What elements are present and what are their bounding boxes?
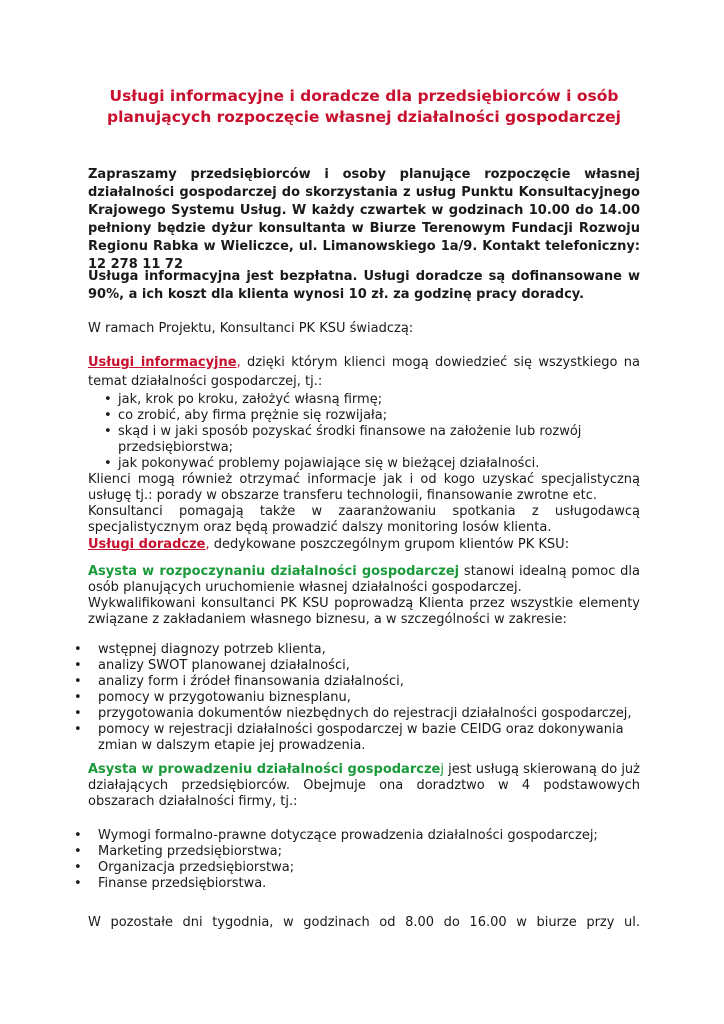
list-item: • analizy form i źródeł finansowania działalności, [88,674,640,690]
info-services-note: Klienci mogą również otrzymać informacje jak i od kogo uzyskać specjalistyczną usługę tj.: porady w obszarze transferu technologii, finansowanie zwrotne etc. [88,472,640,503]
info-services-note: Konsultanci pomagają także w zaaranżowaniu spotkania z usługodawcą specjalistycznym oraz będą prowadzić dalszy monitoring losów klienta. [88,504,640,535]
list-item: • jak, krok po kroku, założyć własną firmę; [104,392,640,408]
list-item: • analizy SWOT planowanej działalności, [88,658,640,674]
list-item: • skąd i w jaki sposób pozyskać środki finansowe na założenie lub rozwój przedsiębiorstwa; [104,424,640,456]
list-item: • Wymogi formalno-prawne dotyczące prowadzenia działalności gospodarczej; [88,828,640,844]
pricing-paragraph: Usługa informacyjna jest bezpłatna. Usługi doradcze są dofinansowane w 90%, a ich koszt dla klienta wynosi 10 zł. za godzinę pracy doradcy. [88,269,640,302]
info-services-heading: Usługi informacyjne [88,355,237,370]
assist-start-section [88,564,640,754]
advisory-services-intro: Usługi doradcze, dedykowane poszczególnym grupom klientów PK KSU: [88,537,570,552]
assist-start-description: Wykwalifikowani konsultanci PK KSU poprowadzą Klienta przez wszystkie elementy związane z zakładaniem własnego biznesu, a w szczególności w zakresie: [88,596,640,627]
list-item: • jak pokonywać problemy pojawiające się w bieżącej działalności. [104,456,640,472]
document-title: Usługi informacyjne i doradcze dla przedsiębiorców i osób planujących rozpoczęcie własnej działalności gospodarczej [107,87,621,126]
assist-run-section [88,762,640,892]
list-item: • Marketing przedsiębiorstwa; [88,844,640,860]
list-item: • wstępnej diagnozy potrzeb klienta, [88,642,640,658]
project-intro: W ramach Projektu, Konsultanci PK KSU świadczą: [88,321,414,336]
advisory-services-heading: Usługi doradcze [88,537,206,552]
assist-run-heading: Asysta w prowadzeniu działalności gospodarcze [88,762,441,777]
list-item: • Finanse przedsiębiorstwa. [88,876,640,892]
intro-paragraph: Zapraszamy przedsiębiorców i osoby planujące rozpoczęcie własnej działalności gospodarczej do skorzystania z usług Punktu Konsultacyjnego Krajowego Systemu Usług. W każdy czwartek w godzinach 10.00 do 14.00 pełniony będzie dyżur konsultanta w Biurze Terenowym Fundacji Rozwoju Regionu Rabka w Wieliczce, ul. Limanowskiego 1a/9. Kontakt telefoniczny: 12 278 11 72 [88,167,640,272]
assist-run-list [88,828,640,892]
list-item: • pomocy w rejestracji działalności gospodarczej w bazie CEIDG oraz dokonywania zmian w dalszym etapie jej prowadzenia. [88,722,640,754]
info-services-section [88,353,640,536]
assist-run-intro: Asysta w prowadzeniu działalności gospodarczej jest usługą skierowaną do już działających przedsiębiorców. Obejmuje ona doradztwo w 4 podstawowych obszarach działalności firmy, tj.: [88,762,640,809]
info-services-intro: Usługi informacyjne, dzięki którym klienci mogą dowiedzieć się wszystkiego na temat działalności gospodarczej, tj.: [88,355,640,389]
assist-start-heading: Asysta w rozpoczynaniu działalności gospodarczej [88,564,460,579]
list-item: • przygotowania dokumentów niezbędnych do rejestracji działalności gospodarczej, [88,706,640,722]
assist-start-list [88,642,640,754]
assist-start-intro: Asysta w rozpoczynaniu działalności gospodarczej stanowi idealną pomoc dla osób planujących uruchomienie własnej działalności gospodarczej. [88,564,641,595]
list-item: • Organizacja przedsiębiorstwa; [88,860,640,876]
info-services-list [104,392,640,472]
footer-paragraph: W pozostałe dni tygodnia, w godzinach od 8.00 do 16.00 w biurze przy ul. [88,915,640,930]
list-item: • pomocy w przygotowaniu biznesplanu, [88,690,640,706]
list-item: • co zrobić, aby firma prężnie się rozwijała; [104,408,640,424]
